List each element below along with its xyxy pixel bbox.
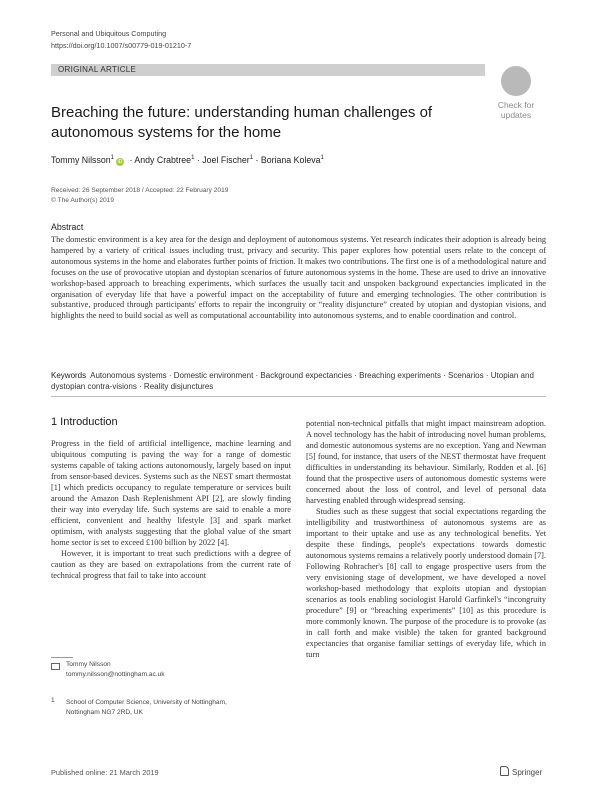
author-name[interactable]: Boriana Koleva [260, 155, 321, 165]
doi-link[interactable]: https://doi.org/10.1007/s00779-019-01210-7 [51, 41, 192, 50]
paragraph: potential non-technical pitfalls that might impact mainstream adoption. A novel technology has the habit of introducing novel human problems, and domestic autonomous systems are no exception. Yang and Newman [5] found, for instance, that users of the NEST thermostat have frequent difficulties in understanding its behaviour. Similarly, Rodden et al. [6] found that the prospective users of autonomous domestic systems were concerned about the loss of control, and level of personal data harvesting enabled through widespread sensing. [306, 419, 546, 505]
keywords-label: Keywords [51, 371, 87, 380]
submission-dates: Received: 26 September 2018 / Accepted: 22 February 2019 [51, 187, 229, 194]
affiliation-line: Nottingham NG7 2RD, UK [66, 709, 143, 716]
journal-name: Personal and Ubiquitous Computing [51, 29, 167, 38]
author-list [51, 155, 324, 166]
author-separator: · [129, 155, 133, 165]
badge-line-2: updates [500, 110, 532, 120]
corresponding-author: Tommy Nilsson [66, 661, 111, 668]
author-name[interactable]: Joel Fischer [202, 155, 250, 165]
copyright-notice: © The Author(s) 2019 [51, 197, 115, 204]
keywords-list: Autonomous systems · Domestic environment · Background expectancies · Breaching experiments · Scenarios · Utopian and dystopian contra-visions · Reality disjunctures [51, 371, 534, 391]
check-updates-icon [501, 66, 531, 96]
body-column-left [51, 438, 291, 581]
section-heading: 1 Introduction [51, 416, 118, 428]
author-separator: · [255, 155, 259, 165]
author-affiliation-sup: 1 [249, 155, 254, 162]
paragraph: However, it is important to treat such predictions with a degree of caution as they are based on extrapolations from the current rate of technical progress that fail to take into account [51, 549, 291, 580]
author-name[interactable]: Tommy Nilsson [51, 155, 111, 165]
author-affiliation-sup: 1 [191, 155, 195, 162]
springer-horse-icon [500, 766, 509, 776]
divider [51, 396, 546, 397]
publisher-logo [500, 766, 542, 777]
article-type: ORIGINAL ARTICLE [58, 65, 137, 74]
keywords [51, 370, 546, 392]
author-separator: · [196, 155, 200, 165]
author-affiliation-sup: 1 [110, 155, 114, 162]
paragraph: Studies such as these suggest that social expectations regarding the intelligibility and trustworthiness of autonomous systems are as important to their uptake and use as any technological benefits. Yet despite these findings, people's expectations towards domestic autonomous systems remains a relatively poorly understood domain [7]. Following Rohracher's [8] call to engage prospective users from the very envisioning stage of development, we have developed a novel workshop-based methodology that exploits utopian and dystopian scenarios as tools enabling sociologist Harold Garfinkel's “incongruity procedure” [9] or “breaching experiments” [10] as this procedure is more commonly known. The purpose of the procedure is to provoke (as in call forth and make visible) the taken for granted background expectancies that organise familiar settings of everyday life, which in turn [306, 507, 546, 659]
check-for-updates-badge[interactable] [488, 64, 544, 126]
affiliation-line: School of Computer Science, University of Nottingham, [66, 699, 227, 706]
publisher-name: Springer [512, 768, 543, 777]
paragraph: Progress in the field of artificial intelligence, machine learning and ubiquitous computing is paving the way for a range of domestic systems capable of taking actions autonomously, largely based on input from sensor-based devices. Systems such as the NEST smart thermostat [1] which predicts occupancy to regulate temperature or services built around the Amazon Dash Replenishment API [2], are slowly finding their way into everyday life. Such systems are said to enable a more efficient, convenient and healthy lifestyle [3] and spark market optimism, with analysts suggesting that the global value of the smart home sector is set to exceed £100 billion by 2022 [4]. [51, 439, 291, 547]
author-affiliation-sup: 1 [320, 155, 324, 162]
corresponding-email[interactable]: tommy.nilsson@nottingham.ac.uk [66, 671, 165, 678]
body-column-right [306, 418, 546, 660]
orcid-icon[interactable]: iD [117, 159, 123, 165]
article-title: Breaching the future: understanding human challenges of autonomous systems for the home [51, 104, 433, 141]
envelope-icon [51, 663, 60, 670]
abstract-heading: Abstract [51, 222, 84, 232]
footnote-rule [51, 657, 73, 658]
abstract-text: The domestic environment is a key area for the design and deployment of autonomous systems. Yet research indicates their adoption is already being hampered by a variety of critical issues including trust, privacy and security. This paper explores how potential users relate to the concept of autonomous systems in the home and elaborates further points of friction. It makes two contributions. The first one is of a methodological nature and focuses on the use of provocative utopian and dystopian scenarios of future autonomous systems in the home. These are used to drive an innovative workshop-based approach to breaching experiments, which surfaces the usually tacit and unspoken background expectancies implicated in the organisation of everyday life that have a powerful impact on the acceptability of future and emerging technologies. The other contribution is substantive, produced through participants' efforts to repair the incongruity or “reality disjuncture” created by utopian and dystopian visions, and highlights the need to build social as well as computational accountability into autonomous systems, and to enable coordination and control. [51, 235, 546, 321]
author-name[interactable]: Andy Crabtree [134, 155, 192, 165]
affiliation-number: 1 [51, 697, 55, 704]
published-date: Published online: 21 March 2019 [51, 768, 159, 777]
badge-line-1: Check for [497, 100, 535, 110]
